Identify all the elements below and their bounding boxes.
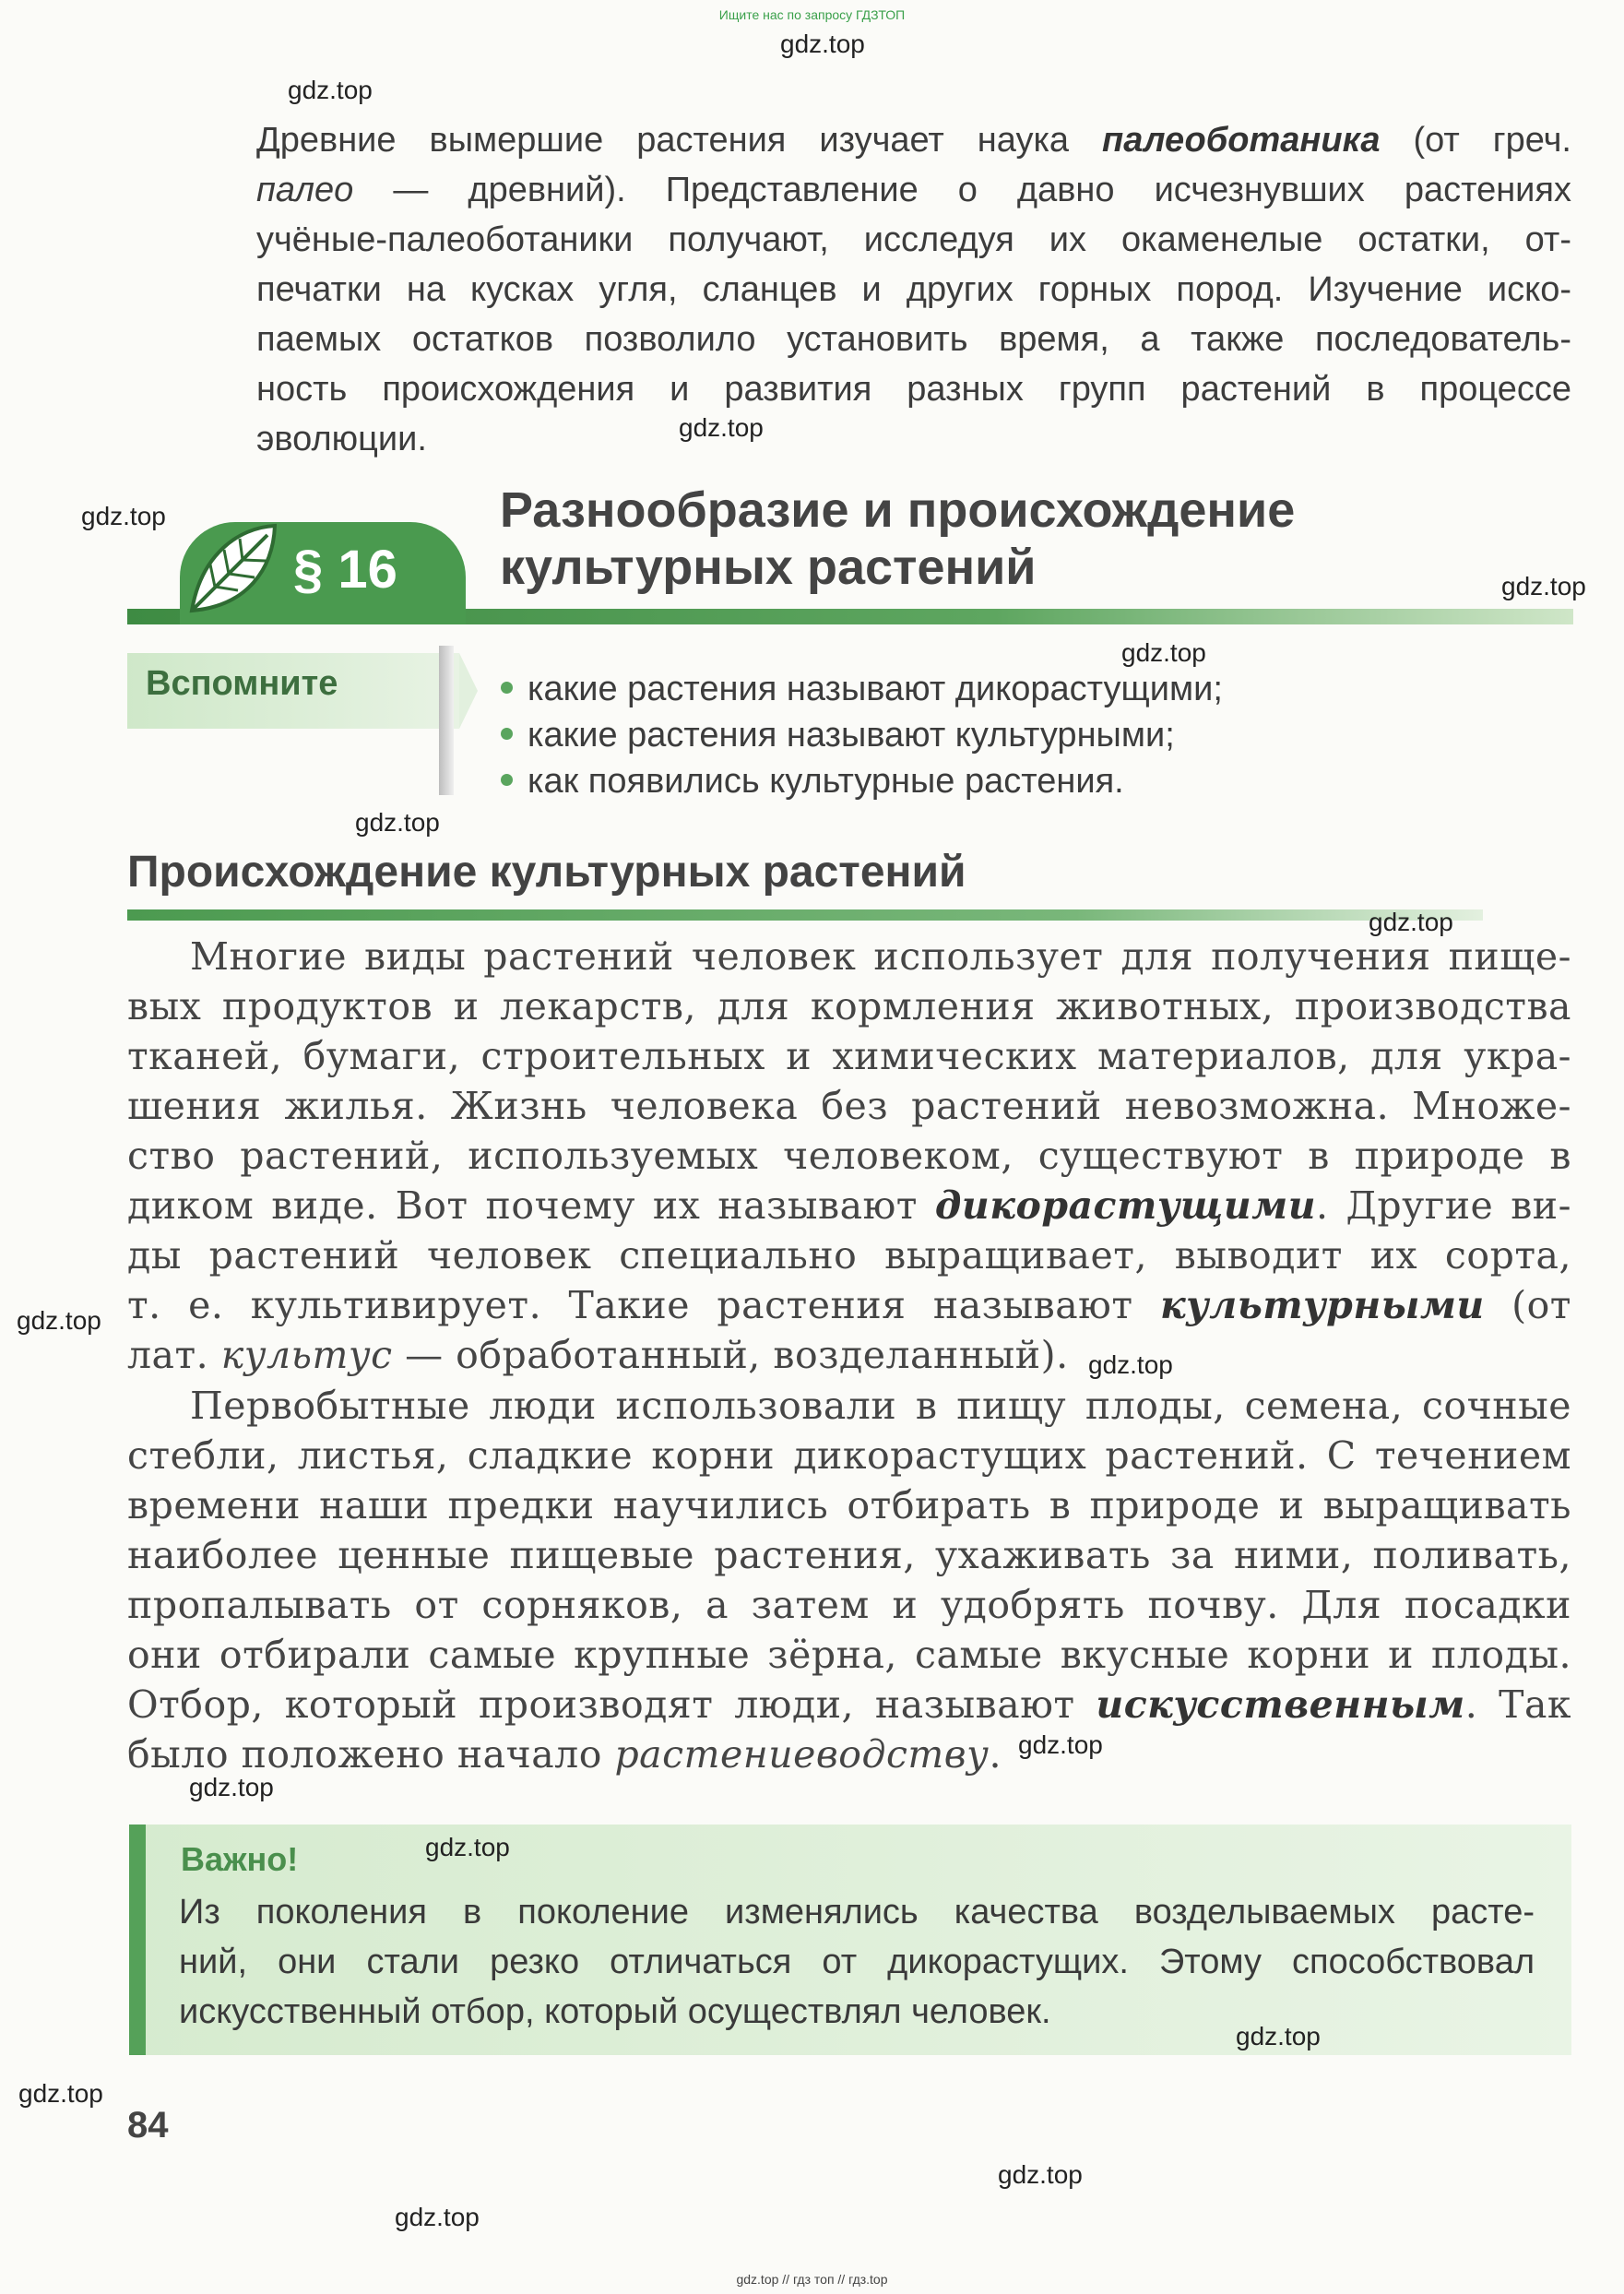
intro-line: эволюции. <box>256 420 427 458</box>
watermark: gdz.top <box>998 2160 1083 2189</box>
important-line: Из поколения в поколение изменялись качества возделываемых расте- <box>179 1893 1535 1931</box>
bullet-icon <box>501 682 513 694</box>
important-heading: Важно! <box>181 1840 299 1878</box>
paragraph-text: (от <box>1484 1283 1571 1327</box>
watermark: gdz.top <box>189 1773 274 1801</box>
watermark: gdz.top <box>1018 1730 1103 1759</box>
watermark: gdz.top <box>1121 638 1206 667</box>
paragraph-1 <box>127 932 1571 1380</box>
important-line: искусственный отбор, который осуществлял человек. <box>179 1992 1051 2031</box>
paragraph-line: стебли, листья, сладкие корни дикорастущих растений. С течением <box>127 1433 1571 1478</box>
paragraph-text: . Так <box>1464 1682 1572 1727</box>
paragraph-line: Многие виды растений человек использует для получения пище- <box>190 934 1571 979</box>
paragraph-line: они отбирали самые крупные зёрна, самые вкусные корни и плоды. <box>127 1633 1571 1677</box>
intro-line: печатки на кусках угля, сланцев и других горных пород. Изучение иско- <box>256 270 1571 309</box>
top-note: Ищите нас по запросу ГДЗТОП <box>718 7 906 22</box>
important-text <box>179 1887 1535 2037</box>
intro-paragraph <box>256 115 1571 464</box>
paragraph-line: ды растений человек специально выращивает, выводит их сорта, <box>127 1233 1571 1278</box>
paragraph-line: шения жилья. Жизнь человека без растений невозможна. Множе- <box>127 1084 1571 1128</box>
paragraph-text: — обработанный, возделанный). <box>392 1333 1069 1377</box>
paragraph-line: Первобытные люди использовали в пищу плоды, семена, сочные <box>190 1384 1571 1428</box>
bottom-note: gdz.top // гдз топ // гдз.top <box>736 2272 888 2287</box>
watermark: gdz.top <box>18 2079 103 2108</box>
paragraph-text: . <box>989 1732 1002 1777</box>
page-number: 84 <box>127 2105 169 2145</box>
term-paleobotany: палеоботаника <box>1102 121 1381 160</box>
subsection-title: Происхождение культурных растений <box>127 848 966 897</box>
section-title-line: культурных растений <box>500 540 1037 595</box>
term-artificial: искусственным <box>1096 1682 1465 1727</box>
remember-divider <box>439 646 454 795</box>
paragraph-line: ство растений, используемых человеком, существуют в природе в <box>127 1134 1571 1178</box>
leaf-icon <box>183 518 284 620</box>
section-title-line: Разнообразие и происхождение <box>500 482 1296 538</box>
remember-arrow <box>459 653 478 729</box>
paragraph-text: лат. <box>127 1333 221 1377</box>
term-cultivated: культурными <box>1159 1283 1485 1327</box>
remember-list <box>501 666 1223 804</box>
paragraph-2 <box>127 1381 1571 1779</box>
section-title <box>500 481 1295 596</box>
term-paleo: палео <box>256 171 354 209</box>
watermark: gdz.top <box>355 808 440 837</box>
intro-text: (от греч. <box>1380 121 1571 160</box>
list-item <box>501 758 1223 804</box>
paragraph-line: времени наши предки научились отбирать в природе и выращивать <box>127 1483 1571 1527</box>
intro-line: ность происхождения и развития разных групп растений в процессе <box>256 370 1571 409</box>
intro-line: учёные-палеоботаники получают, исследуя их окаменелые остатки, от- <box>256 220 1571 259</box>
remember-label: Вспомните <box>146 664 338 703</box>
watermark: gdz.top <box>17 1306 101 1335</box>
important-line: ний, они стали резко отличаться от дикорастущих. Этому способствовал <box>179 1943 1535 1981</box>
bullet-icon <box>501 774 513 786</box>
list-item-text: какие растения называют культурными; <box>528 716 1175 755</box>
paragraph-text: диком виде. Вот почему их называют <box>127 1183 935 1228</box>
watermark: gdz.top <box>780 30 865 58</box>
intro-line: паемых остатков позволило установить время, а также последователь- <box>256 320 1571 359</box>
intro-text: Древние вымершие растения изучает наука <box>256 121 1103 160</box>
intro-text: — древний). Представление о давно исчезнувших растениях <box>353 171 1571 209</box>
watermark: gdz.top <box>395 2203 480 2231</box>
section-number: § 16 <box>293 540 397 600</box>
watermark: gdz.top <box>288 76 373 104</box>
paragraph-text: Отбор, который производят люди, называют <box>127 1682 1096 1727</box>
watermark: gdz.top <box>679 413 764 442</box>
watermark: gdz.top <box>81 502 166 530</box>
list-item-text: как появились культурные растения. <box>528 762 1124 801</box>
list-item-text: какие растения называют дикорастущими; <box>528 670 1223 708</box>
list-item <box>501 712 1223 758</box>
watermark: gdz.top <box>1236 2022 1321 2050</box>
paragraph-line: тканей, бумаги, строительных и химических материалов, для укра- <box>127 1034 1571 1078</box>
watermark: gdz.top <box>425 1833 510 1861</box>
subsection-underline <box>127 909 1483 921</box>
paragraph-text: было положено начало <box>127 1732 615 1777</box>
paragraph-line: пропалывать от сорняков, а затем и удобрять почву. Для посадки <box>127 1583 1571 1627</box>
paragraph-text: . Другие ви- <box>1316 1183 1571 1228</box>
paragraph-line: наиболее ценные пищевые растения, ухаживать за ними, поливать, <box>127 1533 1571 1577</box>
watermark: gdz.top <box>1369 908 1453 936</box>
bullet-icon <box>501 728 513 740</box>
watermark: gdz.top <box>1501 572 1586 600</box>
paragraph-text: т. е. культивирует. Такие растения называют <box>127 1283 1160 1327</box>
term-plant-growing: растениеводству <box>614 1732 990 1777</box>
term-cultus: культус <box>220 1333 393 1377</box>
important-stripe <box>129 1825 146 2055</box>
watermark: gdz.top <box>1088 1350 1173 1379</box>
list-item <box>501 666 1223 712</box>
paragraph-line: вых продуктов и лекарств, для кормления животных, производства <box>127 984 1571 1028</box>
term-wild: дикорастущими <box>934 1183 1317 1228</box>
